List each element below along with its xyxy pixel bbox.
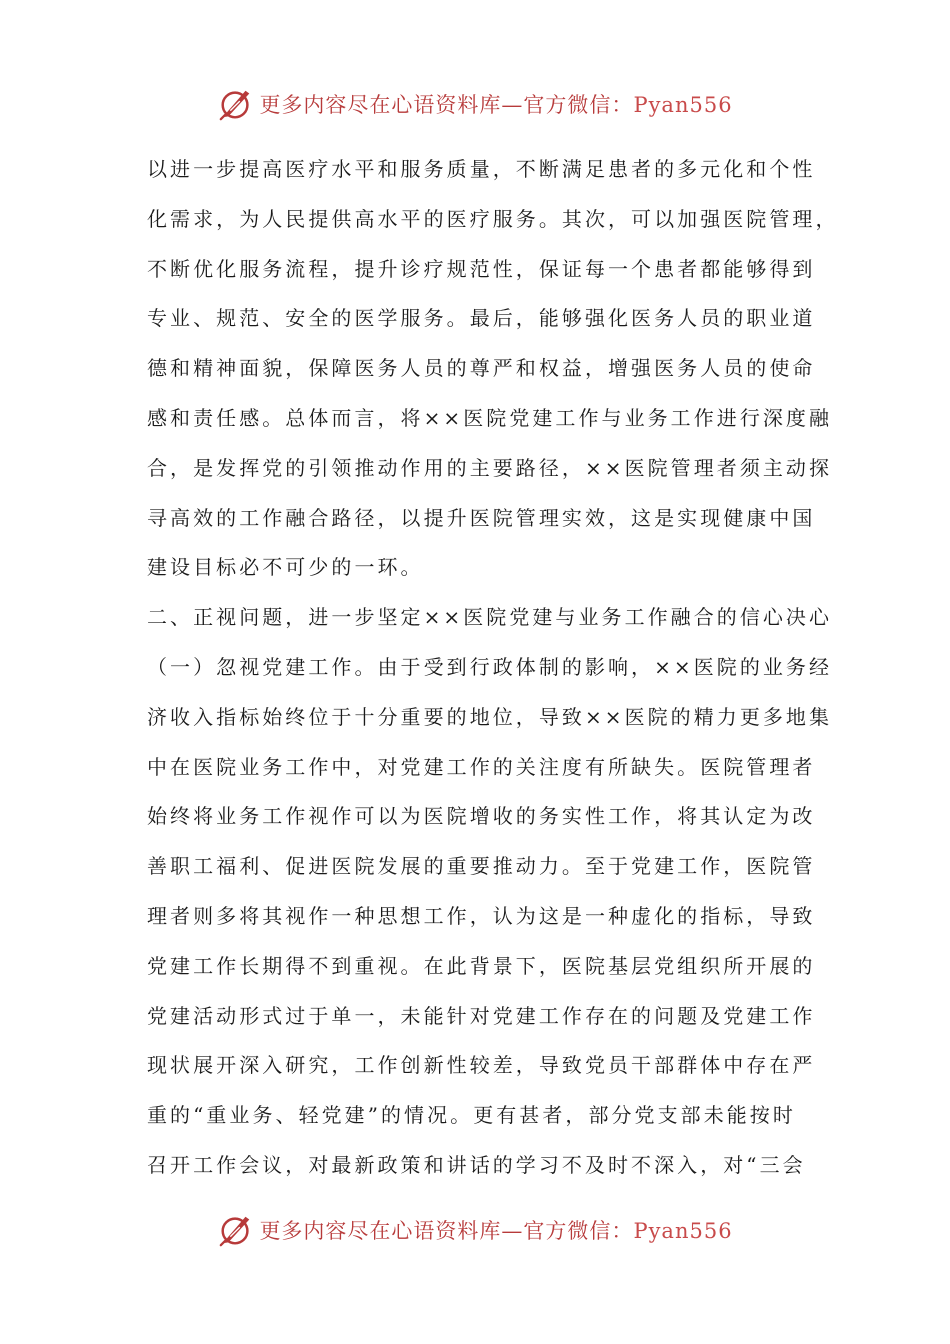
body-line: 以进一步提高医疗水平和服务质量，不断满足患者的多元化和个性 [147,157,816,181]
body-line: 寻高效的工作融合路径，以提升医院管理实效，这是实现健康中国 [147,505,816,530]
footer-watermark-text [259,1215,732,1245]
body-line: 党建工作长期得不到重视。在此背景下，医院基层党组织所开展的 [147,953,816,978]
footer-watermark-label: 更多内容尽在心语资料库—官方微信： [259,1219,634,1243]
body-line: 建设目标必不可少的一环。 [147,555,424,580]
footer-watermark-banner [0,1208,950,1252]
section-heading: 二、正视问题，进一步坚定××医院党建与业务工作融合的信心决心 [147,605,833,630]
body-line: 感和责任感。总体而言，将××医院党建工作与业务工作进行深度融 [147,405,833,430]
body-line: 始终将业务工作视作可以为医院增收的务实性工作，将其认定为改 [147,804,816,829]
body-line: 中在医院业务工作中，对党建工作的关注度有所缺失。医院管理者 [147,754,816,779]
document-body [147,145,839,1191]
body-line: 不断优化服务流程，提升诊疗规范性，保证每一个患者都能够得到 [147,256,816,281]
body-line: 化需求，为人民提供高水平的医疗服务。其次，可以加强医院管理， [147,206,839,231]
quill-pen-logo-icon [217,1211,255,1249]
body-line: 召开工作会议，对最新政策和讲话的学习不及时不深入，对“三会 [147,1152,806,1177]
subsection-line: （一）忽视党建工作。由于受到行政体制的影响，××医院的业务经 [147,654,833,679]
quill-pen-logo-icon [217,85,255,123]
header-watermark-text [259,89,732,119]
body-line: 德和精神面貌，保障医务人员的尊严和权益，增强医务人员的使命 [147,356,816,381]
body-line: 理者则多将其视作一种思想工作，认为这是一种虚化的指标，导致 [147,903,816,928]
header-wechat-id: Pyan556 [633,93,733,117]
body-line: 重的“重业务、轻党建”的情况。更有甚者，部分党支部未能按时 [147,1103,796,1128]
header-watermark-banner [0,82,950,126]
footer-wechat-id: Pyan556 [633,1219,733,1243]
body-line: 现状展开深入研究，工作创新性较差，导致党员干部群体中存在严 [147,1053,816,1078]
header-watermark-label: 更多内容尽在心语资料库—官方微信： [259,93,634,117]
body-line: 党建活动形式过于单一，未能针对党建工作存在的问题及党建工作 [147,1003,816,1028]
body-line: 济收入指标始终位于十分重要的地位，导致××医院的精力更多地集 [147,704,833,729]
body-line: 合，是发挥党的引领推动作用的主要路径，××医院管理者须主动探 [147,455,833,480]
body-line: 善职工福利、促进医院发展的重要推动力。至于党建工作，医院管 [147,854,816,879]
body-line: 专业、规范、安全的医学服务。最后，能够强化医务人员的职业道 [147,306,816,331]
